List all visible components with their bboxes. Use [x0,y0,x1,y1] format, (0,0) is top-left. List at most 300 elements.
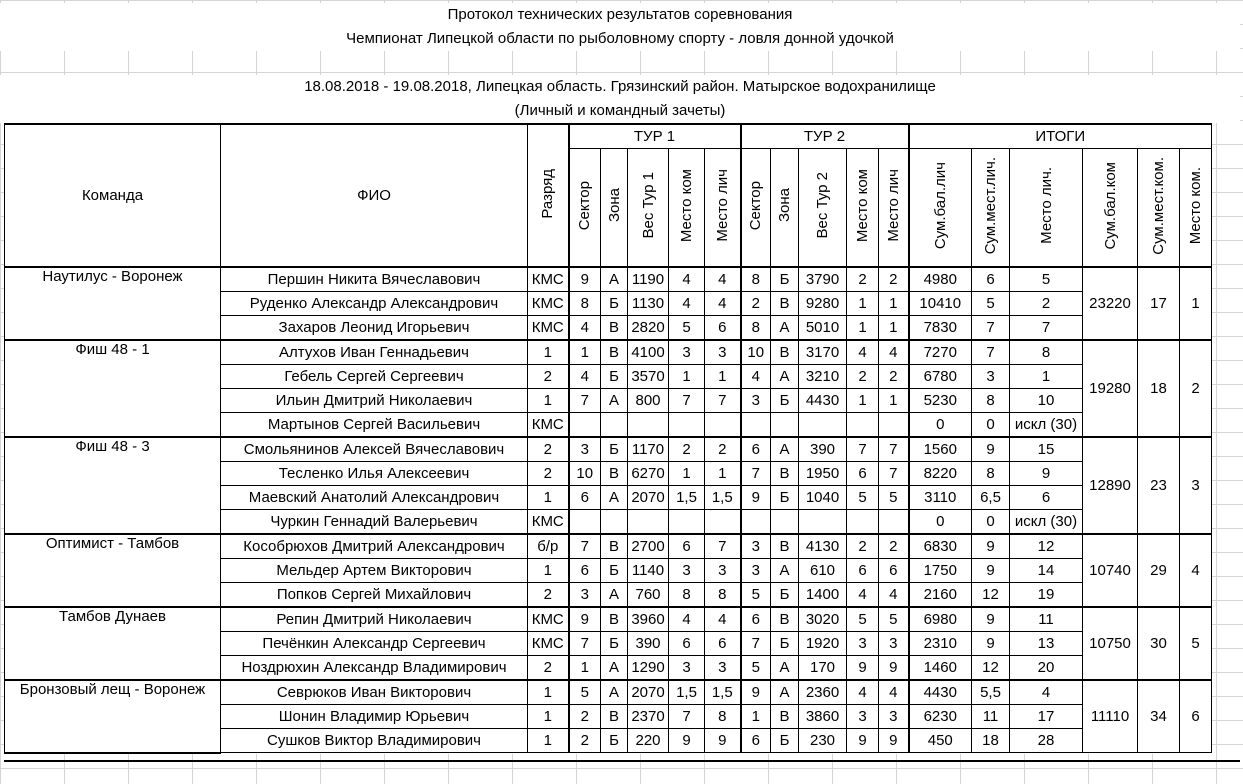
t2-place-pers-cell: 1 [879,316,909,341]
t1-place-team-cell: 4 [669,607,705,632]
t2-place-team-cell: 9 [847,656,879,681]
sum-places-pers-cell: 3 [972,365,1010,389]
sum-points-pers-cell: 7270 [909,340,972,365]
t1-weight-header: Вес Тур 1 [628,149,669,268]
team-sum-places-cell: 30 [1138,607,1180,680]
t1-zone-cell: А [601,486,628,510]
sum-places-pers-cell: 12 [972,656,1010,681]
t1-weight-cell: 800 [628,389,669,413]
t2-sector-header: Сектор [741,149,771,268]
place-team-header: Место ком. [1180,149,1212,268]
t1-weight-cell: 1170 [628,437,669,462]
sum-points-team-header: Сум.бал.ком [1083,149,1138,268]
t2-zone-cell: А [771,656,799,681]
t1-place-team-cell [669,510,705,535]
sum-points-pers-cell: 8220 [909,462,972,486]
t2-zone-header: Зона [771,149,799,268]
t1-place-team-cell: 1 [669,462,705,486]
sum-places-pers-header: Сум.мест.лич. [972,149,1010,268]
t2-place-pers-cell: 1 [879,292,909,316]
rank-cell: КМС [528,510,569,535]
t2-place-team-cell: 6 [847,462,879,486]
t2-place-team-cell [847,510,879,535]
team-sum-places-cell: 17 [1138,267,1180,340]
rank-cell: 1 [528,729,569,753]
t1-zone-cell: В [601,316,628,341]
t2-zone-cell: Б [771,486,799,510]
t2-sector-cell: 3 [741,534,771,559]
t1-place-pers-cell: 3 [705,656,741,681]
scoring-type: (Личный и командный зачеты) [0,99,1240,123]
sum-points-pers-cell: 1560 [909,437,972,462]
sum-places-pers-cell: 12 [972,583,1010,608]
t2-sector-cell: 9 [741,680,771,705]
t1-weight-cell: 1130 [628,292,669,316]
t1-place-pers-cell: 1 [705,462,741,486]
t2-place-pers-cell: 4 [879,340,909,365]
sum-places-pers-cell: 8 [972,389,1010,413]
t1-sector-cell: 3 [569,437,601,462]
t2-place-pers-cell: 9 [879,729,909,753]
sum-points-pers-cell: 6230 [909,705,972,729]
t2-zone-cell: Б [771,632,799,656]
t1-place-pers-cell: 3 [705,340,741,365]
team-place-cell: 6 [1180,680,1212,753]
t2-weight-cell: 1950 [799,462,847,486]
tour2-header: ТУР 2 [741,124,909,149]
team-name-cell: Бронзовый лещ - Воронеж [5,680,221,753]
sum-points-pers-cell: 4430 [909,680,972,705]
rank-cell: 2 [528,462,569,486]
t1-zone-cell: В [601,340,628,365]
t1-weight-cell: 2070 [628,486,669,510]
t2-place-pers-cell: 4 [879,680,909,705]
t2-place-team-cell: 4 [847,583,879,608]
col-team-header: Команда [5,124,221,267]
rank-cell: 2 [528,583,569,608]
team-name-cell: Фиш 48 - 1 [5,340,221,437]
t2-place-team-cell: 4 [847,680,879,705]
sum-places-pers-cell: 9 [972,607,1010,632]
place-pers-cell: 14 [1010,559,1083,583]
t2-place-team-cell: 1 [847,316,879,341]
t1-sector-cell: 7 [569,632,601,656]
team-place-cell: 1 [1180,267,1212,340]
t1-zone-cell: Б [601,729,628,753]
fio-cell: Першин Никита Вячеславович [221,267,528,292]
t1-weight-cell: 2070 [628,680,669,705]
t1-sector-cell: 5 [569,680,601,705]
t1-sector-cell: 7 [569,534,601,559]
team-sum-points-cell: 10750 [1083,607,1138,680]
table-row [5,340,1212,365]
t2-zone-cell: Б [771,389,799,413]
fio-cell: Мартынов Сергей Васильевич [221,413,528,438]
results-table [4,123,1212,754]
t1-zone-cell: А [601,656,628,681]
rank-cell: 1 [528,680,569,705]
t1-weight-cell: 1190 [628,267,669,292]
fio-cell: Ноздрюхин Александр Владимирович [221,656,528,681]
t2-sector-cell: 8 [741,267,771,292]
team-sum-places-cell: 18 [1138,340,1180,437]
place-pers-cell: 15 [1010,437,1083,462]
t2-place-pers-cell [879,510,909,535]
t2-place-pers-cell: 3 [879,632,909,656]
t1-weight-cell: 390 [628,632,669,656]
t1-weight-cell: 2700 [628,534,669,559]
rank-cell: КМС [528,632,569,656]
t1-sector-cell [569,510,601,535]
rank-cell: КМС [528,607,569,632]
t1-weight-cell [628,510,669,535]
t2-place-pers-cell: 2 [879,365,909,389]
t2-place-team-cell [847,413,879,438]
t2-place-pers-header: Место лич [879,149,909,268]
t1-zone-cell: Б [601,559,628,583]
t2-weight-cell: 3020 [799,607,847,632]
place-pers-cell: 17 [1010,705,1083,729]
team-name-cell: Тамбов Дунаев [5,607,221,680]
rank-cell: КМС [528,292,569,316]
t2-place-team-cell: 3 [847,705,879,729]
t2-weight-cell: 5010 [799,316,847,341]
tour1-header: ТУР 1 [569,124,741,149]
sum-points-pers-header: Сум.бал.лич [909,149,972,268]
t2-weight-cell: 230 [799,729,847,753]
rank-cell: 1 [528,389,569,413]
t1-sector-cell: 6 [569,559,601,583]
t2-weight-cell: 3790 [799,267,847,292]
sum-places-pers-cell: 6 [972,267,1010,292]
place-pers-cell: 8 [1010,340,1083,365]
t1-sector-cell: 1 [569,340,601,365]
championship-title: Чемпионат Липецкой области по рыболовному спорту - ловля донной удочкой [0,27,1240,51]
t1-zone-cell: А [601,583,628,608]
t2-sector-cell: 5 [741,583,771,608]
t1-weight-cell: 2820 [628,316,669,341]
sum-places-pers-cell: 0 [972,413,1010,438]
t1-weight-cell: 760 [628,583,669,608]
fio-cell: Ильин Дмитрий Николаевич [221,389,528,413]
t2-place-team-cell: 1 [847,389,879,413]
place-pers-cell: искл (30) [1010,413,1083,438]
fio-cell: Кособрюхов Дмитрий Александрович [221,534,528,559]
sum-points-pers-cell: 0 [909,510,972,535]
place-pers-cell: 6 [1010,486,1083,510]
rank-cell: 1 [528,559,569,583]
totals-header: ИТОГИ [909,124,1212,149]
t2-place-team-header: Место ком [847,149,879,268]
t2-weight-cell [799,413,847,438]
t2-zone-cell: Б [771,729,799,753]
fio-cell: Гебель Сергей Сергеевич [221,365,528,389]
t2-place-team-cell: 7 [847,437,879,462]
t1-place-team-cell: 9 [669,729,705,753]
sum-points-pers-cell: 450 [909,729,972,753]
table-row [5,267,1212,292]
t2-place-team-cell: 2 [847,365,879,389]
rank-cell: КМС [528,267,569,292]
t2-zone-cell: А [771,680,799,705]
t1-place-pers-cell: 7 [705,389,741,413]
t1-place-pers-cell: 8 [705,583,741,608]
t1-zone-cell [601,413,628,438]
t2-place-team-cell: 1 [847,292,879,316]
t2-weight-header: Вес Тур 2 [799,149,847,268]
t1-sector-cell: 9 [569,607,601,632]
team-name-cell: Наутилус - Воронеж [5,267,221,340]
t2-sector-cell: 7 [741,462,771,486]
t1-sector-cell: 6 [569,486,601,510]
t1-sector-cell: 8 [569,292,601,316]
rank-cell: КМС [528,316,569,341]
t1-place-team-cell: 4 [669,292,705,316]
t2-sector-cell: 8 [741,316,771,341]
team-sum-places-cell: 23 [1138,437,1180,534]
place-pers-cell: 19 [1010,583,1083,608]
rank-cell: 2 [528,365,569,389]
t1-weight-cell: 2370 [628,705,669,729]
place-pers-cell: 2 [1010,292,1083,316]
sum-points-pers-cell: 3110 [909,486,972,510]
t1-weight-cell: 1140 [628,559,669,583]
sum-points-pers-cell: 6980 [909,607,972,632]
t2-place-pers-cell: 7 [879,437,909,462]
t2-place-pers-cell: 7 [879,462,909,486]
t1-place-pers-cell: 4 [705,267,741,292]
t1-place-pers-cell: 4 [705,607,741,632]
place-pers-cell: 1 [1010,365,1083,389]
sum-points-pers-cell: 5230 [909,389,972,413]
place-pers-cell: 9 [1010,462,1083,486]
t1-place-pers-cell: 8 [705,705,741,729]
place-pers-cell: 4 [1010,680,1083,705]
t1-sector-cell: 3 [569,583,601,608]
t2-weight-cell: 4130 [799,534,847,559]
t1-sector-cell: 9 [569,267,601,292]
t1-place-team-cell: 6 [669,534,705,559]
team-place-cell: 3 [1180,437,1212,534]
t1-place-pers-cell: 1,5 [705,486,741,510]
t1-place-team-header: Место ком [669,149,705,268]
t2-place-pers-cell: 2 [879,534,909,559]
t2-weight-cell: 2360 [799,680,847,705]
t2-place-pers-cell: 3 [879,705,909,729]
team-sum-points-cell: 19280 [1083,340,1138,437]
t1-zone-cell [601,510,628,535]
fio-cell: Маевский Анатолий Александрович [221,486,528,510]
t2-zone-cell: А [771,437,799,462]
sum-points-pers-cell: 1750 [909,559,972,583]
t2-weight-cell: 3210 [799,365,847,389]
t2-zone-cell: В [771,705,799,729]
t2-weight-cell: 390 [799,437,847,462]
t1-sector-cell [569,413,601,438]
t1-place-pers-cell: 3 [705,559,741,583]
t2-zone-cell: В [771,340,799,365]
team-name-cell: Фиш 48 - 3 [5,437,221,534]
t1-zone-cell: В [601,462,628,486]
sum-places-team-header: Сум.мест.ком. [1138,149,1180,268]
t1-place-team-cell: 8 [669,583,705,608]
t1-place-team-cell [669,413,705,438]
t1-zone-cell: А [601,680,628,705]
t1-place-pers-cell [705,413,741,438]
t2-sector-cell: 6 [741,729,771,753]
t2-sector-cell: 6 [741,607,771,632]
t2-place-pers-cell: 5 [879,607,909,632]
t2-place-team-cell: 3 [847,632,879,656]
team-place-cell: 4 [1180,534,1212,607]
rank-cell: б/р [528,534,569,559]
t2-zone-cell [771,413,799,438]
t1-place-team-cell: 4 [669,267,705,292]
team-sum-points-cell: 10740 [1083,534,1138,607]
sum-places-pers-cell: 8 [972,462,1010,486]
sum-places-pers-cell: 6,5 [972,486,1010,510]
place-pers-cell: 5 [1010,267,1083,292]
fio-cell: Чуркин Геннадий Валерьевич [221,510,528,535]
fio-cell: Севрюков Иван Викторович [221,680,528,705]
t2-place-team-cell: 9 [847,729,879,753]
fio-cell: Алтухов Иван Геннадьевич [221,340,528,365]
t1-zone-cell: Б [601,292,628,316]
t2-place-pers-cell: 4 [879,583,909,608]
t2-sector-cell: 1 [741,705,771,729]
t1-zone-cell: В [601,607,628,632]
t1-weight-cell [628,413,669,438]
sum-places-pers-cell: 9 [972,437,1010,462]
fio-cell: Захаров Леонид Игорьевич [221,316,528,341]
t1-sector-cell: 4 [569,365,601,389]
t1-sector-cell: 1 [569,656,601,681]
fio-cell: Тесленко Илья Алексеевич [221,462,528,486]
t2-weight-cell: 3170 [799,340,847,365]
table-bottom-rule [4,760,1240,762]
team-name-cell: Оптимист - Тамбов [5,534,221,607]
t2-weight-cell: 1400 [799,583,847,608]
t2-place-pers-cell: 5 [879,486,909,510]
t1-sector-cell: 2 [569,729,601,753]
place-pers-cell: 10 [1010,389,1083,413]
place-pers-cell: искл (30) [1010,510,1083,535]
t1-place-pers-cell: 1 [705,365,741,389]
t1-place-pers-cell: 7 [705,534,741,559]
fio-cell: Смольянинов Алексей Вячеславович [221,437,528,462]
t1-place-pers-cell: 1,5 [705,680,741,705]
t1-place-team-cell: 1,5 [669,680,705,705]
t2-weight-cell: 9280 [799,292,847,316]
t1-zone-header: Зона [601,149,628,268]
fio-cell: Руденко Александр Александрович [221,292,528,316]
sum-places-pers-cell: 7 [972,316,1010,341]
t2-zone-cell: Б [771,267,799,292]
team-sum-places-cell: 34 [1138,680,1180,753]
t2-zone-cell: В [771,462,799,486]
t2-sector-cell: 3 [741,389,771,413]
fio-cell: Репин Дмитрий Николаевич [221,607,528,632]
t1-sector-cell: 7 [569,389,601,413]
t2-sector-cell: 6 [741,437,771,462]
place-pers-cell: 12 [1010,534,1083,559]
t2-zone-cell: Б [771,583,799,608]
t1-weight-cell: 220 [628,729,669,753]
t1-place-team-cell: 1 [669,365,705,389]
t1-place-team-cell: 3 [669,340,705,365]
t2-place-pers-cell: 2 [879,267,909,292]
t1-place-team-cell: 6 [669,632,705,656]
table-row [5,607,1212,632]
fio-cell: Печёнкин Александр Сергеевич [221,632,528,656]
t1-place-pers-cell: 2 [705,437,741,462]
t1-zone-cell: А [601,267,628,292]
t1-weight-cell: 1290 [628,656,669,681]
t2-place-team-cell: 2 [847,534,879,559]
place-pers-cell: 28 [1010,729,1083,753]
sum-places-pers-cell: 5,5 [972,680,1010,705]
t2-sector-cell: 2 [741,292,771,316]
t1-weight-cell: 3960 [628,607,669,632]
team-sum-points-cell: 11110 [1083,680,1138,753]
t2-sector-cell: 7 [741,632,771,656]
t1-place-team-cell: 3 [669,559,705,583]
t1-zone-cell: А [601,389,628,413]
sum-points-pers-cell: 1460 [909,656,972,681]
t2-place-pers-cell [879,413,909,438]
t1-place-pers-cell: 9 [705,729,741,753]
t1-place-team-cell: 3 [669,656,705,681]
place-pers-cell: 11 [1010,607,1083,632]
t2-weight-cell: 1040 [799,486,847,510]
t2-place-team-cell: 4 [847,340,879,365]
sum-points-pers-cell: 2310 [909,632,972,656]
rank-cell: 1 [528,340,569,365]
t1-zone-cell: Б [601,365,628,389]
rank-cell: 2 [528,437,569,462]
t2-zone-cell: В [771,534,799,559]
table-row [5,534,1212,559]
t2-sector-cell: 4 [741,365,771,389]
t2-zone-cell: В [771,607,799,632]
t2-weight-cell: 4430 [799,389,847,413]
col-rank-header: Разряд [528,124,569,267]
t1-place-pers-cell: 4 [705,292,741,316]
t1-place-team-cell: 7 [669,389,705,413]
t2-place-pers-cell: 9 [879,656,909,681]
t2-place-pers-cell: 6 [879,559,909,583]
place-pers-cell: 13 [1010,632,1083,656]
sum-places-pers-cell: 9 [972,534,1010,559]
t1-sector-header: Сектор [569,149,601,268]
t2-sector-cell: 5 [741,656,771,681]
place-pers-cell: 7 [1010,316,1083,341]
t1-place-team-cell: 5 [669,316,705,341]
t2-weight-cell: 610 [799,559,847,583]
header-row-1 [5,124,1212,149]
t1-place-team-cell: 7 [669,705,705,729]
fio-cell: Попков Сергей Михайлович [221,583,528,608]
team-place-cell: 5 [1180,607,1212,680]
rank-cell: КМС [528,413,569,438]
t1-place-pers-cell: 6 [705,316,741,341]
t1-zone-cell: В [601,705,628,729]
t2-weight-cell: 170 [799,656,847,681]
t2-sector-cell: 3 [741,559,771,583]
sum-places-pers-cell: 11 [972,705,1010,729]
sum-points-pers-cell: 6780 [909,365,972,389]
t2-sector-cell: 9 [741,486,771,510]
